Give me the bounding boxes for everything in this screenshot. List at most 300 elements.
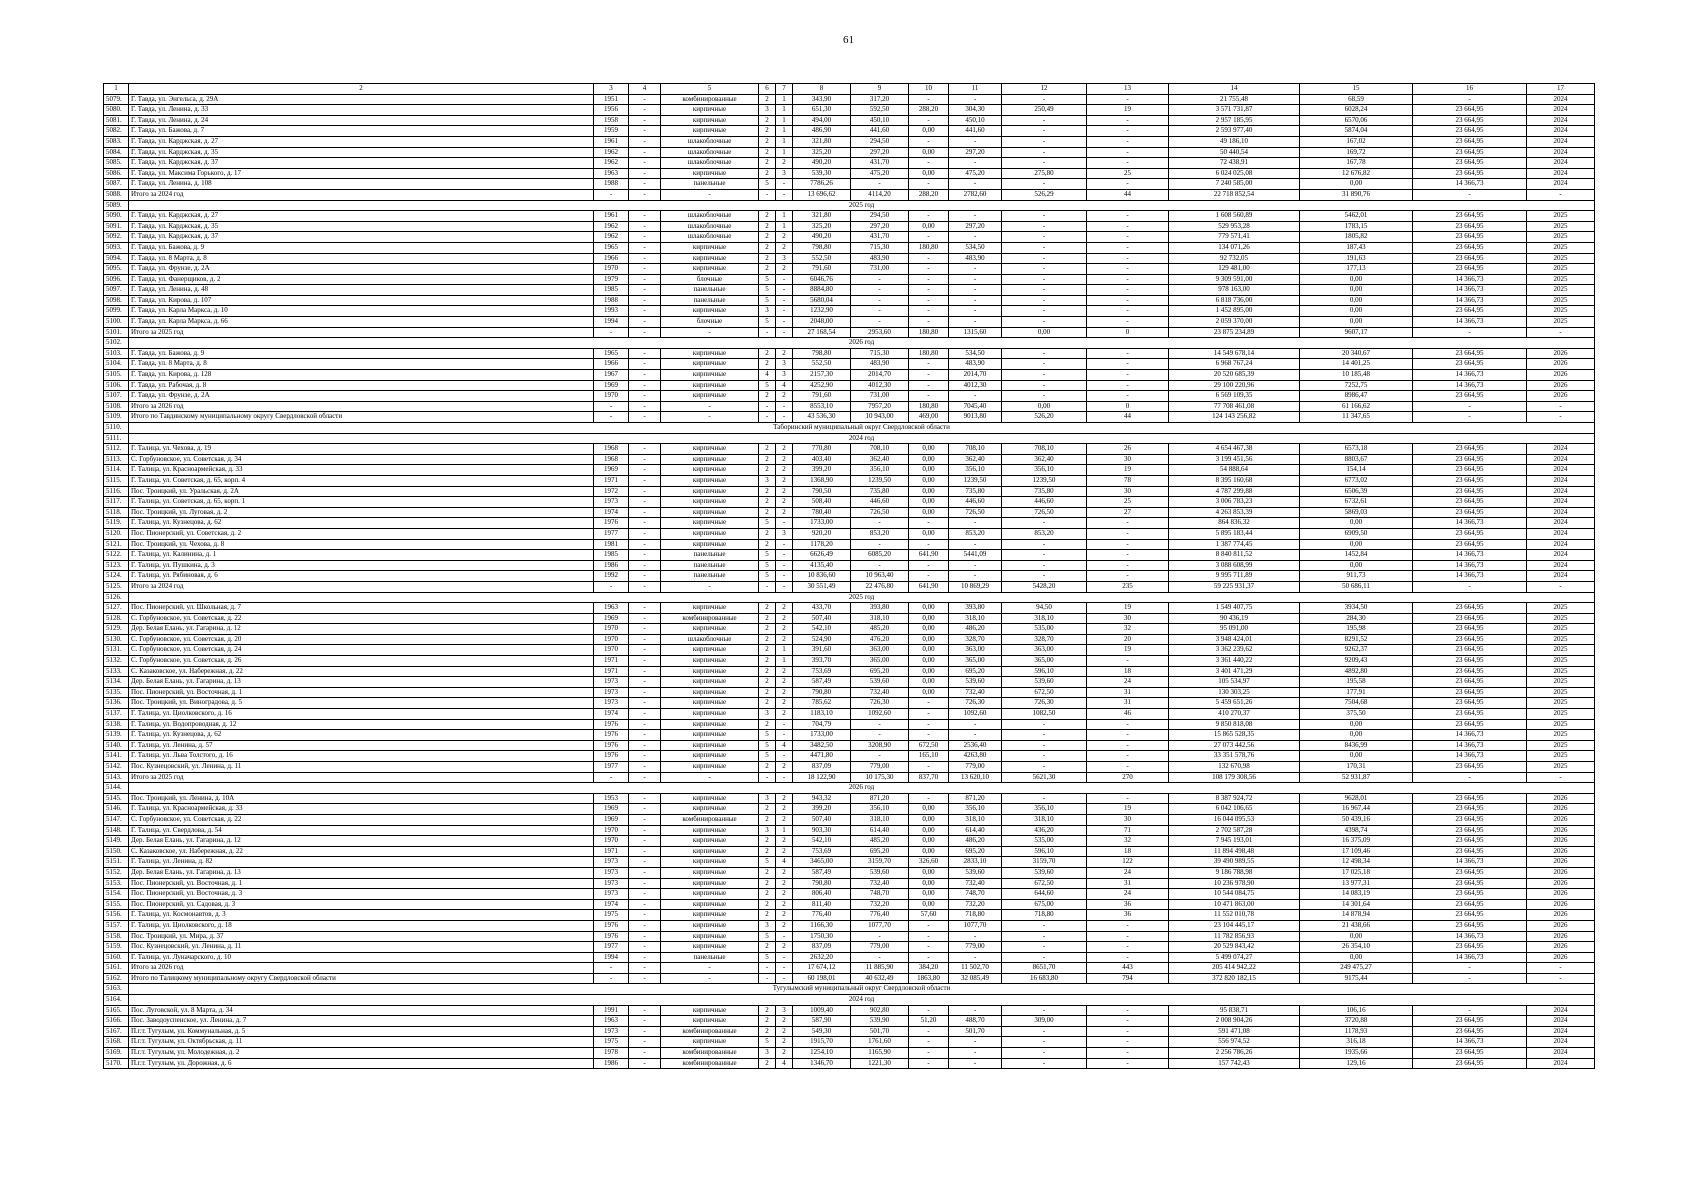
table-cell: 5148. (104, 825, 129, 836)
table-cell: 4 787 299,88 (1169, 486, 1300, 497)
table-cell: - (851, 179, 909, 190)
table-cell: 19 (1087, 804, 1169, 815)
table-cell: 1082,50 (1002, 709, 1087, 720)
table-cell: 1976 (594, 518, 629, 529)
table-cell: 1 (776, 221, 793, 232)
table-cell: 36 (1087, 910, 1169, 921)
table-cell: 23 664,95 (1413, 136, 1527, 147)
table-cell: - (759, 327, 776, 338)
table-row (104, 274, 1595, 285)
table-cell: 21 438,66 (1300, 920, 1413, 931)
table-cell: 2 (759, 804, 776, 815)
table-cell: кирпичные (661, 740, 759, 751)
table-cell: 5114. (104, 465, 129, 476)
table-cell: кирпичные (661, 115, 759, 126)
table-cell: 23 664,95 (1413, 507, 1527, 518)
table-cell: 2632,20 (793, 952, 851, 963)
table-cell: - (851, 285, 909, 296)
table-cell: 297,20 (851, 147, 909, 158)
table-row (104, 698, 1595, 709)
table-cell: 433,70 (793, 603, 851, 614)
table-cell: 16 044 095,53 (1169, 814, 1300, 825)
table-cell: 1973 (594, 889, 629, 900)
table-cell: 1915,70 (793, 1037, 851, 1048)
table-cell: 524,90 (793, 634, 851, 645)
table-cell: 26 (1087, 444, 1169, 455)
table-cell: 5162. (104, 973, 129, 984)
table-cell: - (629, 126, 661, 137)
table-cell: 318,10 (1002, 814, 1087, 825)
table-row (104, 952, 1595, 963)
table-cell: 12 498,34 (1300, 857, 1413, 868)
table-cell: - (629, 952, 661, 963)
table-cell: - (1413, 401, 1527, 412)
table-cell: 450,10 (949, 115, 1002, 126)
table-cell: Пос. Троицкий, ул. Виноградова, д. 5 (129, 698, 594, 709)
table-cell: кирпичные (661, 105, 759, 116)
table-cell: 715,30 (851, 242, 909, 253)
table-row (104, 168, 1595, 179)
table-row (104, 836, 1595, 847)
table-cell: 494,00 (793, 115, 851, 126)
table-row (104, 348, 1595, 359)
table-cell: 2 (759, 846, 776, 857)
table-cell: 10 185,48 (1300, 370, 1413, 381)
table-cell: 31 890,76 (1300, 189, 1413, 200)
table-row (104, 295, 1595, 306)
table-cell: 5147. (104, 814, 129, 825)
table-cell: 9175,44 (1300, 973, 1413, 984)
table-row (104, 94, 1595, 105)
table-cell: 2 (759, 147, 776, 158)
table-cell: 726,30 (1002, 698, 1087, 709)
table-cell: 732,20 (949, 899, 1002, 910)
table-cell: 1977 (594, 528, 629, 539)
table-cell: 3 401 471,29 (1169, 666, 1300, 677)
table-cell: 2026 (1527, 910, 1595, 921)
table-cell: 2 (759, 878, 776, 889)
table-cell: - (776, 306, 793, 317)
table-cell: 0,00 (909, 645, 949, 656)
table-cell: 1 (776, 105, 793, 116)
table-cell: 5 499 074,27 (1169, 952, 1300, 963)
table-cell: 2025 (1527, 306, 1595, 317)
table-cell: - (1087, 730, 1169, 741)
table-cell: - (909, 931, 949, 942)
table-cell: Г. Талица, ул. Кузнецова, д. 62 (129, 730, 594, 741)
table-cell: 0 (1087, 401, 1169, 412)
table-cell: 2024 (1527, 550, 1595, 561)
table-cell: 2 (759, 1058, 776, 1069)
table-cell: 362,40 (851, 454, 909, 465)
table-cell: 9607,17 (1300, 327, 1413, 338)
table-cell: 4012,30 (949, 380, 1002, 391)
table-cell: 2025 (1527, 762, 1595, 773)
table-cell: шлакоблочные (661, 147, 759, 158)
table-cell: 779,00 (949, 762, 1002, 773)
table-cell: 23 664,95 (1413, 242, 1527, 253)
table-cell: 1986 (594, 560, 629, 571)
table-cell: - (1002, 317, 1087, 328)
table-cell: Итого по Талицкому муниципальному округу Свердловской области (129, 973, 594, 984)
table-cell: 2 (776, 603, 793, 614)
table-cell: 23 664,95 (1413, 899, 1527, 910)
table-row (104, 613, 1595, 624)
table-cell: 4 (776, 857, 793, 868)
table-cell: 708,10 (949, 444, 1002, 455)
table-row (104, 158, 1595, 169)
table-cell: 5145. (104, 793, 129, 804)
table-cell: 23 664,95 (1413, 359, 1527, 370)
table-cell: 4 (776, 740, 793, 751)
table-cell: - (629, 539, 661, 550)
table-cell: 0,00 (1300, 931, 1413, 942)
table-cell: - (629, 274, 661, 285)
table-cell: - (909, 295, 949, 306)
table-cell: - (909, 571, 949, 582)
table-cell: 1963 (594, 1016, 629, 1027)
table-cell: - (909, 719, 949, 730)
table-cell: 2 (759, 391, 776, 402)
table-cell: 14 366,73 (1413, 730, 1527, 741)
table-cell: 13 620,10 (949, 772, 1002, 783)
table-cell: 853,20 (949, 528, 1002, 539)
table-cell: 13 696,62 (793, 189, 851, 200)
table-cell: 1959 (594, 126, 629, 137)
table-cell: - (851, 730, 909, 741)
table-cell: 476,20 (851, 634, 909, 645)
table-cell: - (759, 401, 776, 412)
table-cell: 1239,50 (851, 475, 909, 486)
table-cell: кирпичные (661, 370, 759, 381)
table-cell: 715,30 (851, 348, 909, 359)
table-cell: Итого за 2025 год (129, 327, 594, 338)
table-cell: - (629, 719, 661, 730)
table-cell: 2025 (1527, 698, 1595, 709)
table-cell: - (594, 963, 629, 974)
table-cell: 328,70 (949, 634, 1002, 645)
table-cell: - (759, 581, 776, 592)
table-cell: 770,80 (793, 444, 851, 455)
table-cell: 2 (776, 1016, 793, 1027)
table-cell: 3 (759, 825, 776, 836)
table-cell: 431,70 (851, 158, 909, 169)
table-cell: 0,00 (1002, 327, 1087, 338)
table-cell: - (949, 274, 1002, 285)
table-cell: 0,00 (909, 846, 949, 857)
table-cell: 556 974,52 (1169, 1037, 1300, 1048)
table-cell: 14 366,73 (1413, 571, 1527, 582)
table-cell: 726,50 (851, 507, 909, 518)
table-cell: - (909, 730, 949, 741)
table-cell: 2 (759, 359, 776, 370)
table-cell: 3482,50 (793, 740, 851, 751)
table-cell: - (851, 539, 909, 550)
section-heading: Таборинский муниципальный округ Свердловской области (129, 423, 1595, 434)
table-cell: 2 (776, 1037, 793, 1048)
table-cell: 191,63 (1300, 253, 1413, 264)
table-cell: - (1527, 973, 1595, 984)
table-cell: 2 (759, 666, 776, 677)
table-cell: 1961 (594, 136, 629, 147)
table-cell: 23 664,95 (1413, 232, 1527, 243)
table-cell: - (776, 274, 793, 285)
table-cell: - (629, 740, 661, 751)
table-cell: - (661, 189, 759, 200)
table-cell: 317,20 (851, 94, 909, 105)
table-cell: 5085. (104, 158, 129, 169)
table-cell: 5096. (104, 274, 129, 285)
table-cell: - (759, 412, 776, 423)
table-cell: 6 042 106,65 (1169, 804, 1300, 815)
table-cell: панельные (661, 560, 759, 571)
table-cell: 1 (776, 136, 793, 147)
table-cell: 2 (776, 709, 793, 720)
table-cell: - (949, 719, 1002, 730)
table-cell: 552,50 (793, 359, 851, 370)
table-cell: 23 875 234,89 (1169, 327, 1300, 338)
table-cell: Пос. Троицкий, ул. Ленина, д. 10А (129, 793, 594, 804)
table-cell: 11 502,70 (949, 963, 1002, 974)
table-cell: 0,00 (909, 899, 949, 910)
table-cell: 321,80 (793, 136, 851, 147)
table-cell: 3 (759, 709, 776, 720)
table-cell: 748,70 (851, 889, 909, 900)
table-cell: 23 664,95 (1413, 677, 1527, 688)
table-cell: Г. Талица, ул. Советская, д. 65, корп. 4 (129, 475, 594, 486)
section-heading: 2025 год (129, 200, 1595, 211)
table-cell: 2 (776, 942, 793, 953)
table-cell: 507,40 (793, 613, 851, 624)
table-cell: 1761,60 (851, 1037, 909, 1048)
table-cell: 2025 (1527, 285, 1595, 296)
table-cell: 2 (776, 687, 793, 698)
table-cell: 5095. (104, 264, 129, 275)
table-cell: 15 865 528,35 (1169, 730, 1300, 741)
table-cell: - (909, 317, 949, 328)
table-cell: - (629, 1058, 661, 1069)
table-cell: - (1002, 158, 1087, 169)
table-cell: 6085,20 (851, 550, 909, 561)
table-cell: - (629, 836, 661, 847)
table-cell: - (1413, 963, 1527, 974)
table-cell: 1976 (594, 719, 629, 730)
table-cell: 1966 (594, 359, 629, 370)
table-row (104, 1058, 1595, 1069)
table-cell: 23 664,95 (1413, 836, 1527, 847)
table-cell: 920,20 (793, 528, 851, 539)
table-cell: 4135,40 (793, 560, 851, 571)
table-cell: 1977 (594, 942, 629, 953)
table-cell: 169,72 (1300, 147, 1413, 158)
table-cell: 11 782 856,93 (1169, 931, 1300, 942)
table-cell: 5092. (104, 232, 129, 243)
table-cell: - (1087, 931, 1169, 942)
table-row (104, 772, 1595, 783)
table-cell: 23 664,95 (1413, 920, 1527, 931)
table-cell: 507,40 (793, 814, 851, 825)
table-cell: 14 366,73 (1413, 560, 1527, 571)
table-cell: 5083. (104, 136, 129, 147)
table-cell: 2025 (1527, 687, 1595, 698)
table-cell: - (949, 158, 1002, 169)
table-cell: С. Казаковское, ул. Набережная, д. 22 (129, 666, 594, 677)
table-cell: 2024 (1527, 115, 1595, 126)
table-cell: 1985 (594, 550, 629, 561)
table-cell: 0,00 (909, 836, 949, 847)
table-cell: 399,20 (793, 465, 851, 476)
table-cell: - (776, 285, 793, 296)
table-cell: С. Горбуновское, ул. Советская, д. 34 (129, 454, 594, 465)
table-cell: 2 (759, 814, 776, 825)
table-cell: 534,50 (949, 348, 1002, 359)
table-cell: - (1002, 931, 1087, 942)
table-cell: - (594, 581, 629, 592)
table-cell: Г. Тавда, ул. Карджская, д. 37 (129, 232, 594, 243)
table-cell: 5143. (104, 772, 129, 783)
table-cell: - (909, 211, 949, 222)
table-cell: 30 (1087, 486, 1169, 497)
table-cell: 1973 (594, 857, 629, 868)
table-cell: 1994 (594, 317, 629, 328)
table-cell: - (1002, 295, 1087, 306)
table-row (104, 751, 1595, 762)
table-cell: - (629, 942, 661, 953)
table-cell: - (909, 264, 949, 275)
table-cell: 356,10 (851, 465, 909, 476)
table-cell: 2 (759, 910, 776, 921)
table-cell: 2 (759, 232, 776, 243)
table-cell: 23 664,95 (1413, 719, 1527, 730)
table-cell: 2014,70 (851, 370, 909, 381)
table-cell: Пос. Троицкий, ул. Уральская, д. 2А (129, 486, 594, 497)
table-cell: 167,78 (1300, 158, 1413, 169)
table-cell: 1750,30 (793, 931, 851, 942)
table-cell: 1971 (594, 666, 629, 677)
table-cell: - (776, 730, 793, 741)
table-cell: 779,00 (851, 942, 909, 953)
header-cell: 1 (104, 84, 129, 95)
table-cell: 8553,10 (793, 401, 851, 412)
table-cell: 3208,90 (851, 740, 909, 751)
table-cell: 3159,70 (851, 857, 909, 868)
table-cell: 130 303,25 (1169, 687, 1300, 698)
table-cell: - (1527, 412, 1595, 423)
table-cell: 2 (759, 889, 776, 900)
table-cell: 902,80 (851, 1005, 909, 1016)
table-row (104, 327, 1595, 338)
table-cell: - (629, 645, 661, 656)
table-cell: - (629, 528, 661, 539)
table-cell: 5149. (104, 836, 129, 847)
table-cell: 1 (776, 115, 793, 126)
table-cell: шлакоблочные (661, 634, 759, 645)
table-cell: 23 664,95 (1413, 814, 1527, 825)
table-cell: - (661, 401, 759, 412)
table-cell: - (594, 412, 629, 423)
table-cell: Г. Тавда, ул. Фанерщиков, д. 2 (129, 274, 594, 285)
table-cell: 1974 (594, 709, 629, 720)
table-cell: 4398,74 (1300, 825, 1413, 836)
table-cell: 5110. (104, 423, 129, 434)
table-cell: - (1087, 656, 1169, 667)
table-cell: панельные (661, 550, 759, 561)
table-cell: 1733,00 (793, 518, 851, 529)
table-cell: 5115. (104, 475, 129, 486)
table-cell: 2 059 370,00 (1169, 317, 1300, 328)
table-row (104, 889, 1595, 900)
table-cell: 2 (776, 454, 793, 465)
table-cell: Г. Талица, ул. Ленина, д. 82 (129, 857, 594, 868)
table-cell: кирпичные (661, 942, 759, 953)
table-row (104, 465, 1595, 476)
table-cell: 132 670,98 (1169, 762, 1300, 773)
table-cell: 23 664,95 (1413, 624, 1527, 635)
table-cell: 1166,30 (793, 920, 851, 931)
table-cell: 23 664,95 (1413, 147, 1527, 158)
table-cell: 483,90 (851, 359, 909, 370)
table-cell: - (1002, 179, 1087, 190)
table-cell: 2024 (1527, 126, 1595, 137)
table-cell: - (1087, 295, 1169, 306)
table-cell: 7 240 585,00 (1169, 179, 1300, 190)
table-cell: кирпичные (661, 264, 759, 275)
table-row (104, 920, 1595, 931)
table-cell: - (594, 327, 629, 338)
table-cell: - (1002, 370, 1087, 381)
table-cell: 13 977,31 (1300, 878, 1413, 889)
table-cell: 14 366,73 (1413, 857, 1527, 868)
table-cell: 5 (759, 857, 776, 868)
table-cell: 3720,88 (1300, 1016, 1413, 1027)
table-cell: 2 (776, 264, 793, 275)
table-cell: - (629, 380, 661, 391)
table-cell: 2024 (1527, 147, 1595, 158)
table-cell: 5 (759, 179, 776, 190)
table-cell: - (629, 973, 661, 984)
table-cell: 1958 (594, 115, 629, 126)
table-cell: 1966 (594, 253, 629, 264)
table-cell: - (1087, 1037, 1169, 1048)
table-cell: 806,40 (793, 889, 851, 900)
table-cell: 735,80 (1002, 486, 1087, 497)
table-cell: панельные (661, 285, 759, 296)
table-cell: 0,00 (909, 687, 949, 698)
table-cell: 1971 (594, 475, 629, 486)
table-cell: - (1002, 232, 1087, 243)
table-cell: 8 840 811,52 (1169, 550, 1300, 561)
table-cell: 535,00 (1002, 836, 1087, 847)
table-cell: 1 549 407,75 (1169, 603, 1300, 614)
table-cell: 526,29 (1002, 189, 1087, 200)
table-cell: - (629, 115, 661, 126)
table-cell: 23 664,95 (1413, 475, 1527, 486)
table-cell: 732,40 (851, 878, 909, 889)
table-cell: 0,00 (909, 475, 949, 486)
table-cell: 10 471 863,00 (1169, 899, 1300, 910)
table-cell: 2026 (1527, 359, 1595, 370)
table-cell: - (851, 306, 909, 317)
table-cell: 6 818 736,00 (1169, 295, 1300, 306)
table-cell: - (1087, 158, 1169, 169)
table-cell: 23 664,95 (1413, 666, 1527, 677)
table-cell: 0,00 (909, 444, 949, 455)
table-cell: - (629, 581, 661, 592)
table-cell: 393,80 (851, 603, 909, 614)
table-row (104, 115, 1595, 126)
table-cell: 1986 (594, 1058, 629, 1069)
table-cell: 14 401,25 (1300, 359, 1413, 370)
